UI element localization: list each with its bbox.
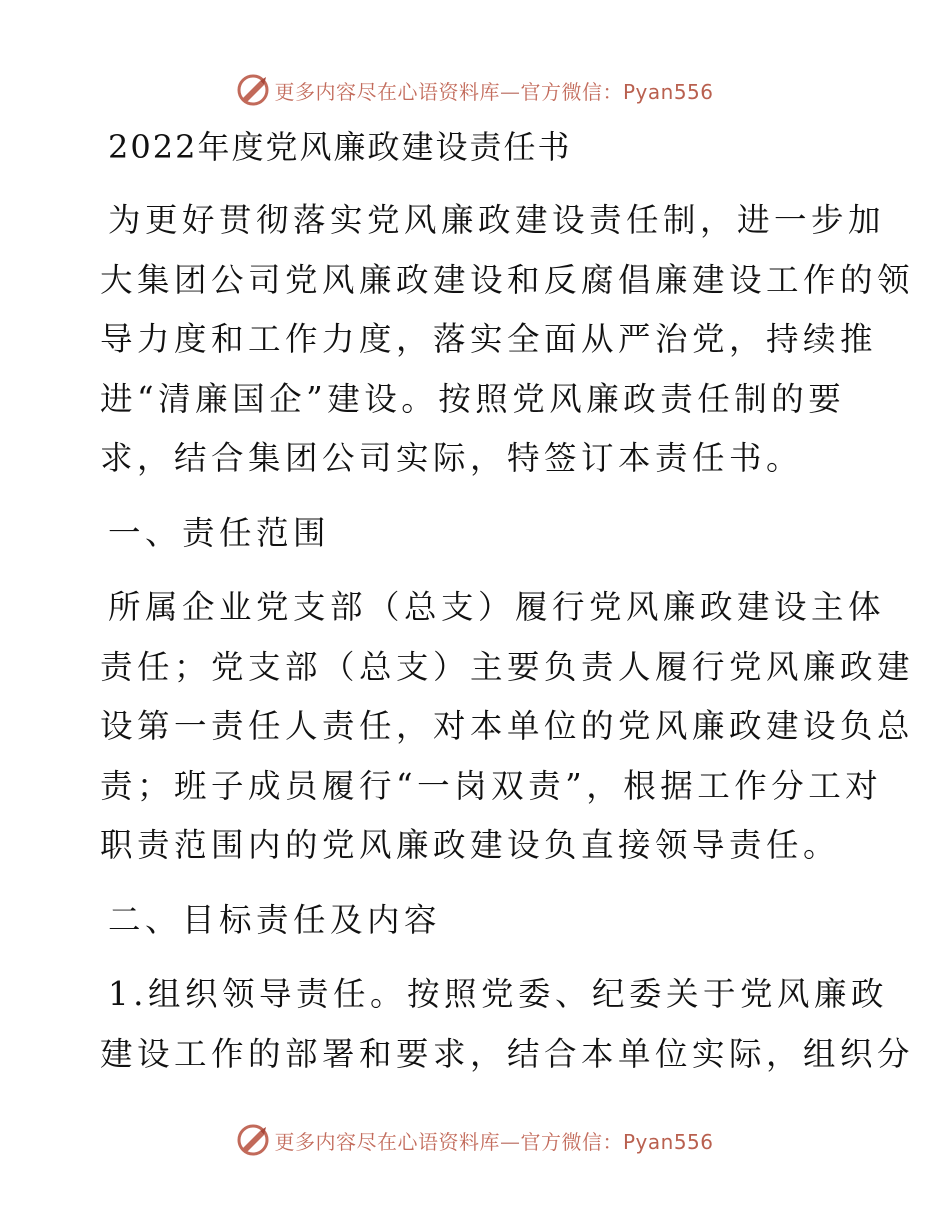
intro-line: 求，结合集团公司实际，特签订本责任书。 bbox=[100, 439, 804, 477]
document-body bbox=[100, 118, 915, 1084]
section1-line: 设第一责任人责任，对本单位的党风廉政建设负总 bbox=[100, 707, 915, 745]
intro-line: 大集团公司党风廉政建设和反腐倡廉建设工作的领 bbox=[100, 260, 915, 299]
header-watermark bbox=[0, 70, 950, 110]
document-title: 2022年度党风廉政建设责任书 bbox=[108, 128, 572, 166]
footer-watermark bbox=[0, 1120, 950, 1160]
quill-logo-icon bbox=[236, 1123, 270, 1157]
section1-line: 职责范围内的党风廉政建设负直接领导责任。 bbox=[100, 826, 841, 864]
section1-line: 责任；党支部（总支）主要负责人履行党风廉政建 bbox=[100, 647, 915, 686]
watermark-text: 更多内容尽在心语资料库—官方微信：Pyan556 bbox=[274, 79, 714, 104]
section2-line: 建设工作的部署和要求，结合本单位实际，组织分 bbox=[100, 1034, 915, 1073]
intro-line: 进“清廉国企”建设。按照党风廉政责任制的要 bbox=[100, 379, 846, 418]
section1-paragraph bbox=[100, 578, 915, 876]
intro-line: 为更好贯彻落实党风廉政建设责任制，进一步加 bbox=[108, 201, 886, 239]
watermark-text: 更多内容尽在心语资料库—官方微信：Pyan556 bbox=[274, 1129, 714, 1154]
section1-line: 所属企业党支部（总支）履行党风廉政建设主体 bbox=[108, 588, 886, 626]
intro-paragraph bbox=[100, 191, 915, 489]
section1-heading: 一、责任范围 bbox=[108, 513, 331, 552]
section2-heading: 二、目标责任及内容 bbox=[108, 900, 442, 939]
section1-line: 责；班子成员履行“一岗双责”，根据工作分工对 bbox=[100, 766, 883, 805]
quill-logo-icon bbox=[236, 73, 270, 107]
intro-line: 导力度和工作力度，落实全面从严治党，持续推 bbox=[100, 320, 878, 358]
section2-paragraph bbox=[100, 965, 915, 1084]
section2-line: 1.组织领导责任。按照党委、纪委关于党风廉政 bbox=[108, 975, 889, 1013]
